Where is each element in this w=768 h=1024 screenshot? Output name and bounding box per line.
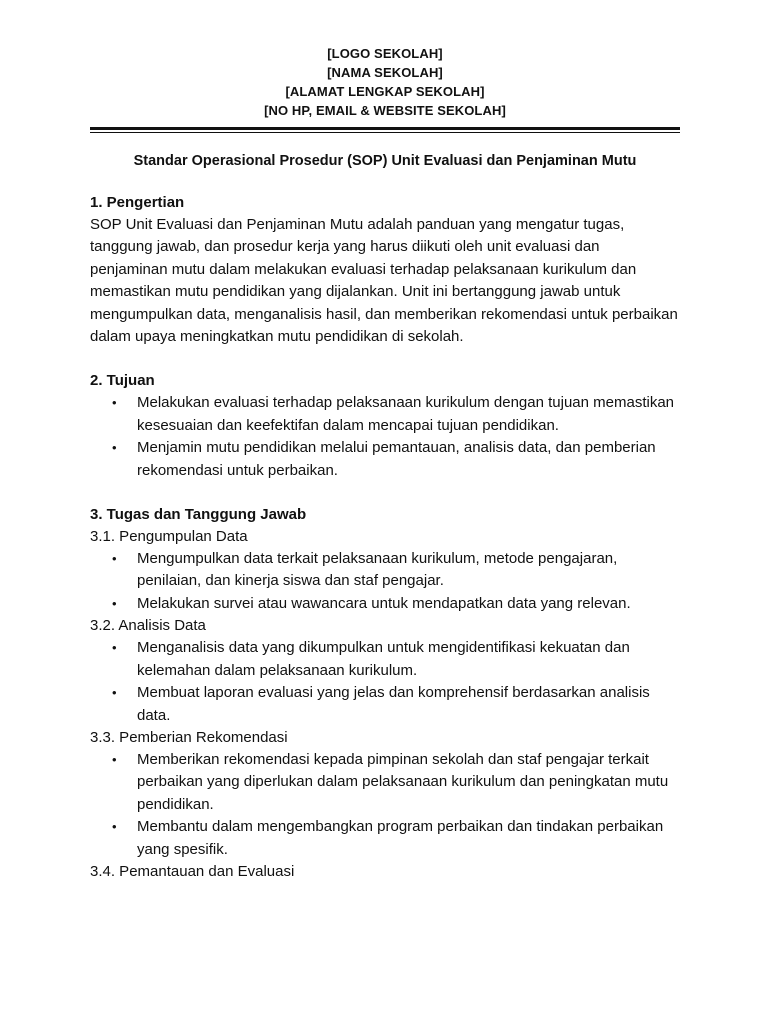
section-heading: 2. Tujuan bbox=[90, 372, 155, 390]
section-heading: 3. Tugas dan Tanggung Jawab bbox=[90, 506, 307, 524]
letterhead-logo: [LOGO SEKOLAH] bbox=[327, 46, 443, 61]
letterhead-divider-thick bbox=[90, 127, 680, 130]
letterhead bbox=[90, 44, 680, 120]
list-item bbox=[90, 548, 680, 593]
letterhead-divider-thin bbox=[90, 132, 680, 133]
section-tugas bbox=[90, 504, 680, 883]
letterhead-contact: [NO HP, EMAIL & WEBSITE SEKOLAH] bbox=[264, 103, 506, 118]
list-item bbox=[90, 682, 680, 727]
bullet-icon: • bbox=[112, 685, 117, 701]
bullet-icon: • bbox=[112, 551, 117, 567]
list-item-text: Melakukan survei atau wawancara untuk mendapatkan data yang relevan. bbox=[137, 594, 631, 612]
list-item bbox=[90, 437, 680, 482]
bullet-list bbox=[90, 749, 680, 861]
list-item bbox=[90, 749, 680, 816]
list-item bbox=[90, 392, 680, 437]
letterhead-address: [ALAMAT LENGKAP SEKOLAH] bbox=[285, 84, 485, 99]
section-tujuan bbox=[90, 370, 680, 482]
list-item-text: Menganalisis data yang dikumpulkan untuk mengidentifikasi kekuatan dan kelemahan dalam pelaksanaan kurikulum. bbox=[137, 639, 630, 679]
bullet-icon: • bbox=[112, 440, 117, 456]
bullet-icon: • bbox=[112, 819, 117, 835]
document-page bbox=[90, 44, 680, 883]
bullet-list bbox=[90, 637, 680, 727]
list-item-text: Mengumpulkan data terkait pelaksanaan kurikulum, metode pengajaran, penilaian, dan kinerja siswa dan staf pengajar. bbox=[137, 550, 618, 590]
bullet-icon: • bbox=[112, 751, 117, 767]
list-item bbox=[90, 593, 680, 615]
subsection-heading: 3.2. Analisis Data bbox=[90, 617, 206, 635]
bullet-icon: • bbox=[112, 395, 117, 411]
list-item-text: Membuat laporan evaluasi yang jelas dan komprehensif berdasarkan analisis data. bbox=[137, 684, 650, 724]
list-item-text: Menjamin mutu pendidikan melalui pemantauan, analisis data, dan pemberian rekomendasi untuk perbaikan. bbox=[137, 439, 656, 479]
subsection-heading: 3.1. Pengumpulan Data bbox=[90, 528, 248, 546]
bullet-icon: • bbox=[112, 595, 117, 611]
list-item-text: Memberikan rekomendasi kepada pimpinan sekolah dan staf pengajar terkait perbaikan yang diperlukan dalam pelaksanaan kurikulum dan peningkatan mutu pendidikan. bbox=[137, 750, 669, 813]
list-item bbox=[90, 816, 680, 861]
section-pengertian bbox=[90, 192, 680, 348]
subsection-heading: 3.4. Pemantauan dan Evaluasi bbox=[90, 862, 295, 880]
bullet-icon: • bbox=[112, 640, 117, 656]
subsection-heading: 3.3. Pemberian Rekomendasi bbox=[90, 728, 288, 746]
list-item-text: Membantu dalam mengembangkan program perbaikan dan tindakan perbaikan yang spesifik. bbox=[137, 818, 664, 858]
letterhead-school-name: [NAMA SEKOLAH] bbox=[327, 65, 443, 80]
section-paragraph: SOP Unit Evaluasi dan Penjaminan Mutu adalah panduan yang mengatur tugas, tanggung jawab, dan prosedur kerja yang harus diikuti oleh unit evaluasi dan penjaminan mutu dalam melakukan evaluasi terhadap pelaksanaan kurikulum dan memastikan mutu pendidikan yang dijalankan. Unit ini bertanggung jawab untuk mengumpulkan data, menganalisis hasil, dan memberikan rekomendasi untuk perbaikan dalam upaya meningkatkan mutu pendidikan di sekolah. bbox=[90, 216, 678, 346]
bullet-list bbox=[90, 392, 680, 482]
list-item-text: Melakukan evaluasi terhadap pelaksanaan kurikulum dengan tujuan memastikan kesesuaian dan keefektifan dalam mencapai tujuan pendidikan. bbox=[137, 394, 674, 434]
document-title: Standar Operasional Prosedur (SOP) Unit Evaluasi dan Penjaminan Mutu bbox=[133, 153, 637, 169]
list-item bbox=[90, 637, 680, 682]
bullet-list bbox=[90, 548, 680, 615]
section-heading: 1. Pengertian bbox=[90, 194, 185, 211]
